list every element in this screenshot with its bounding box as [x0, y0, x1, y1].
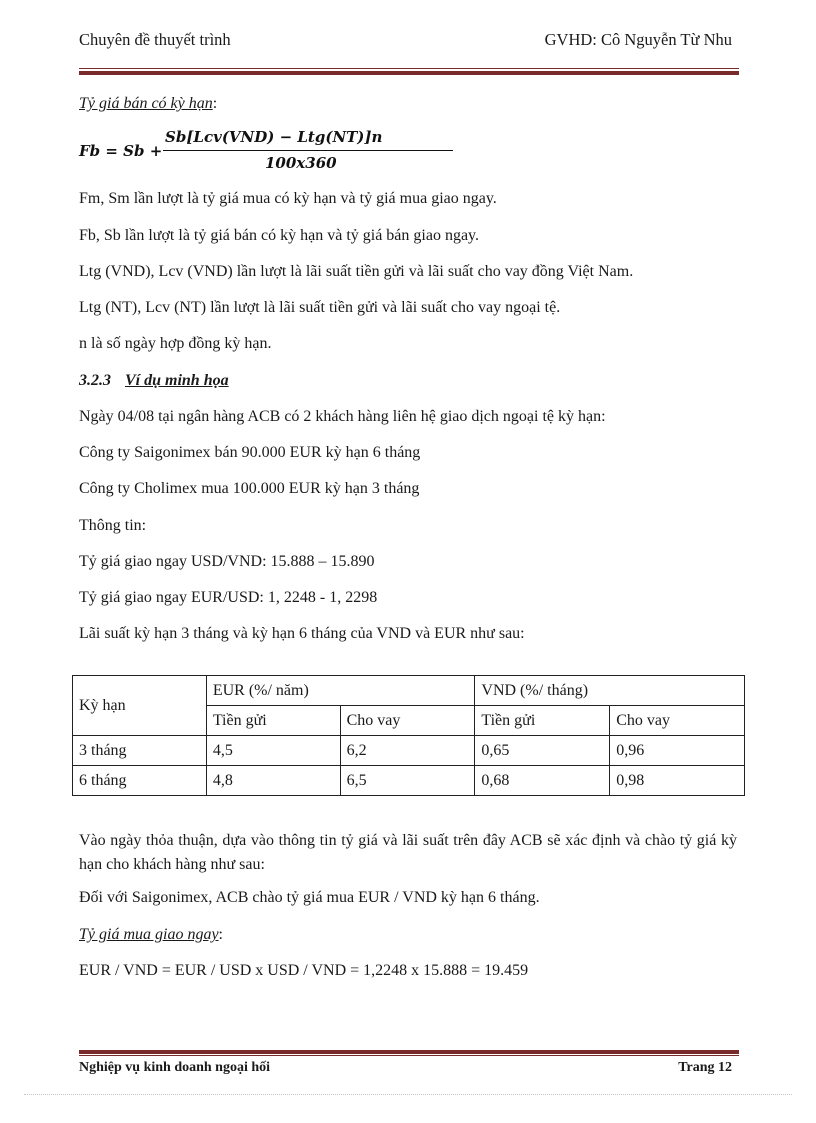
- table-row: [73, 766, 745, 796]
- header-rule-thick: [79, 71, 739, 75]
- example-line: Ngày 04/08 tại ngân hàng ACB có 2 khách hàng liên hệ giao dịch ngoại tệ kỳ hạn:: [79, 408, 606, 425]
- example-line: Lãi suất kỳ hạn 3 tháng và kỳ hạn 6 tháng của VND và EUR như sau:: [79, 625, 525, 642]
- table-cell: 6,2: [340, 736, 475, 766]
- definition-line: Fm, Sm lần lượt là tỷ giá mua có kỳ hạn và tỷ giá mua giao ngay.: [79, 190, 497, 207]
- term-header: Kỳ hạn: [73, 676, 207, 736]
- definition-line: Ltg (VND), Lcv (VND) lần lượt là lãi suất tiền gửi và lãi suất cho vay đồng Việt Nam.: [79, 263, 634, 280]
- table-cell: 4,5: [206, 736, 340, 766]
- footer-rule-thick: [79, 1050, 739, 1054]
- forward-sell-label: Tỷ giá bán có kỳ hạn:: [79, 95, 218, 112]
- header-title: Chuyên đề thuyết trình: [79, 30, 231, 49]
- section-number: 3.2.3: [79, 372, 111, 389]
- table-header-row: [73, 676, 745, 706]
- table-cell: 0,98: [610, 766, 745, 796]
- table-cell: 0,68: [475, 766, 610, 796]
- interest-rate-table: [72, 675, 745, 796]
- section-title: Ví dụ minh họa: [125, 372, 229, 389]
- conclusion-paragraph: Vào ngày thỏa thuận, dựa vào thông tin tỷ giá và lãi suất trên đây ACB sẽ xác định và chào tỷ giá kỳ hạn cho khách hàng như sau:: [79, 832, 737, 873]
- table-cell: 6,5: [340, 766, 475, 796]
- table-cell: 3 tháng: [73, 736, 207, 766]
- example-line: Công ty Cholimex mua 100.000 EUR kỳ hạn 3 tháng: [79, 480, 420, 497]
- example-line: Tỷ giá giao ngay EUR/USD: 1, 2248 - 1, 2298: [79, 589, 378, 606]
- vnd-header: VND (%/ tháng): [475, 676, 745, 706]
- definition-line: Ltg (NT), Lcv (NT) lần lượt là lãi suất tiền gửi và lãi suất cho vay ngoại tệ.: [79, 299, 561, 316]
- table-cell: 0,96: [610, 736, 745, 766]
- subheader-cell: Tiền gửi: [206, 706, 340, 736]
- subheader-cell: Tiền gửi: [475, 706, 610, 736]
- formula-numerator: Sb[Lcv(VND) − Ltg(NT)]n: [165, 128, 383, 146]
- example-line: Tỷ giá giao ngay USD/VND: 15.888 – 15.890: [79, 553, 375, 570]
- eur-header: EUR (%/ năm): [206, 676, 475, 706]
- forward-sell-formula: [79, 124, 399, 176]
- spot-buy-label: Tỷ giá mua giao ngay:: [79, 926, 223, 943]
- example-line: Thông tin:: [79, 517, 147, 534]
- page-bottom-divider: [24, 1094, 792, 1095]
- formula-lhs: Fb = Sb +: [79, 142, 163, 160]
- footer-rule-thin: [79, 1055, 739, 1056]
- table-cell: 4,8: [206, 766, 340, 796]
- table-row: [73, 736, 745, 766]
- saigonimex-line: Đối với Saigonimex, ACB chào tỷ giá mua EUR / VND kỳ hạn 6 tháng.: [79, 889, 540, 906]
- formula-fraction-bar: [163, 150, 453, 151]
- example-line: Công ty Saigonimex bán 90.000 EUR kỳ hạn 6 tháng: [79, 444, 421, 461]
- page-number: Trang 12: [678, 1060, 732, 1075]
- footer-subject: Nghiệp vụ kinh doanh ngoại hối: [79, 1060, 271, 1075]
- table-cell: 6 tháng: [73, 766, 207, 796]
- header-rule-thin: [79, 68, 739, 69]
- formula-denominator: 100x360: [265, 154, 337, 172]
- header-instructor: GVHD: Cô Nguyễn Từ Nhu: [544, 30, 732, 49]
- table-cell: 0,65: [475, 736, 610, 766]
- definition-line: Fb, Sb lần lượt là tỷ giá bán có kỳ hạn và tỷ giá bán giao ngay.: [79, 227, 480, 244]
- calculation-line: EUR / VND = EUR / USD x USD / VND = 1,2248 x 15.888 = 19.459: [79, 962, 529, 979]
- page-header: [79, 30, 732, 54]
- definition-line: n là số ngày hợp đồng kỳ hạn.: [79, 335, 272, 352]
- section-heading: [79, 372, 229, 390]
- subheader-cell: Cho vay: [610, 706, 745, 736]
- subheader-cell: Cho vay: [340, 706, 475, 736]
